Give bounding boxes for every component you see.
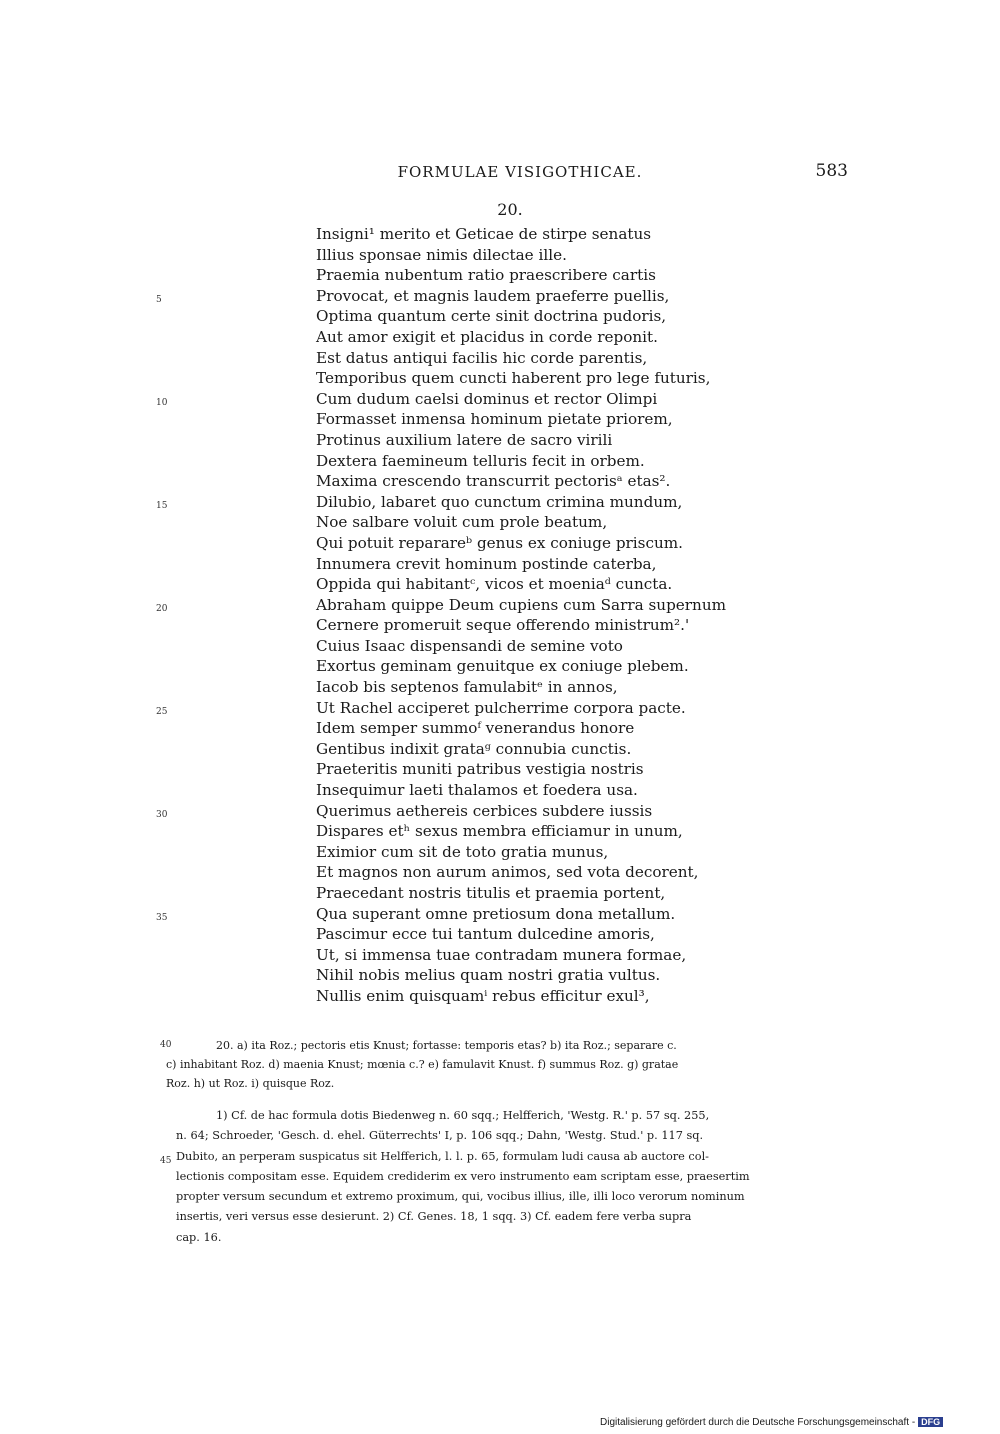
verse-text: Ut, si immensa tuae contradam munera formae, [316,945,687,964]
verse-line-number: 25 [156,706,168,717]
verse-line [316,306,736,327]
formula-number: 20. [497,200,523,219]
verse-line [156,698,736,719]
footnote-line: n. 64; Schroeder, 'Gesch. d. ehel. Güterrechts' I, p. 106 sqq.; Dahn, 'Westg. Stud.' p. 117 sq. [176,1129,704,1143]
verse-line [316,368,736,389]
verse-line [316,945,736,966]
poem-body [156,224,736,1007]
verse-line [316,739,736,760]
verse-line [316,986,736,1007]
verse-text: Nullis enim quisquamⁱ rebus efficitur exul³, [316,986,650,1005]
verse-text: Gentibus indixit grataᵍ connubia cunctis. [316,739,632,758]
verse-line [316,245,736,266]
verse-text: Oppida qui habitantᶜ, vicos et moeniaᵈ cuncta. [316,575,673,594]
verse-text: Optima quantum certe sinit doctrina pudoris, [316,307,667,326]
verse-text: Insequimur laeti thalamos et foedera usa. [316,781,638,800]
verse-line [316,883,736,904]
verse-text: Dispares etʰ sexus membra efficiamur in unum, [316,822,683,841]
footnote-line: propter versum secundum et extremo proximum, qui, vocibus illius, ille, illi loco verorum nominum [176,1190,745,1204]
verse-line [316,759,736,780]
verse-text: Exortus geminam genuitque ex coniuge plebem. [316,657,689,676]
verse-line [316,636,736,657]
verse-text: Praecedant nostris titulis et praemia portent, [316,884,666,902]
verse-line [316,348,736,369]
verse-text: Innumera crevit hominum postinde caterba, [316,554,657,573]
verse-line [316,533,736,554]
verse-text: Provocat, et magnis laudem praeferre puellis, [316,286,670,305]
verse-line [316,965,736,986]
dfg-logo: DFG [918,1417,943,1427]
verse-text: Praemia nubentum ratio praescribere cartis [316,266,656,285]
verse-line [156,801,736,822]
verse-line [316,554,736,575]
page-number: 583 [815,161,848,181]
footer-text: Digitalisierung gefördert durch die Deutsche Forschungsgemeinschaft - [600,1417,916,1428]
apparatus-line-number: 40 [160,1040,172,1050]
verse-text: Cum dudum caelsi dominus et rector Olimpi [316,389,658,408]
verse-line-number: 35 [156,912,168,923]
verse-line [316,471,736,492]
footnote-line: insertis, veri versus esse desierunt. 2) Cf. Genes. 18, 1 sqq. 3) Cf. eadem fere verba supra [176,1210,692,1224]
verse-line [156,389,736,410]
verse-line [156,492,736,513]
verse-line [316,409,736,430]
critical-apparatus [160,1036,844,1093]
verse-line [316,224,736,245]
verse-line [316,821,736,842]
digitization-footer [600,1417,998,1428]
verse-text: Querimus aethereis cerbices subdere iussis [316,801,653,820]
apparatus-line: c) inhabitant Roz. d) maenia Knust; mœnia c.? e) famulavit Knust. f) summus Roz. g) gratae [166,1058,679,1071]
verse-text: Abraham quippe Deum cupiens cum Sarra supernum [316,595,727,614]
verse-line [156,595,736,616]
verse-line [316,327,736,348]
verse-text: Iacob bis septenos famulabitᵉ in annos, [316,678,618,697]
verse-line [316,451,736,472]
verse-line [156,904,736,925]
verse-text: Qua superant omne pretiosum dona metallum. [316,904,676,923]
verse-line [316,574,736,595]
verse-text: Eximior cum sit de toto gratia munus, [316,842,609,861]
verse-text: Est datus antiqui facilis hic corde parentis, [316,348,648,367]
footnote-line: Dubito, an perperam suspicatus sit Helfferich, l. l. p. 65, formulam ludi causa ab auctore col- [176,1149,709,1163]
footnotes [160,1106,844,1248]
notes-line-number: 45 [160,1156,172,1166]
verse-text: Cuius Isaac dispensandi de semine voto [316,636,623,655]
verse-text: Pascimur ecce tui tantum dulcedine amoris, [316,925,655,944]
running-header-title: FORMULAE VISIGOTHICAE. [397,163,643,181]
verse-line-number: 15 [156,500,168,511]
verse-text: Illius sponsae nimis dilectae ille. [316,245,567,264]
verse-line [156,286,736,307]
verse-line [316,656,736,677]
apparatus-line: 20. a) ita Roz.; pectoris etis Knust; fortasse: temporis etas? b) ita Roz.; separare c. [216,1039,677,1052]
footnote-line: cap. 16. [176,1230,222,1244]
verse-line [316,924,736,945]
verse-text: Praeteritis muniti patribus vestigia nostris [316,760,644,779]
verse-line [316,780,736,801]
verse-text: Qui potuit reparareᵇ genus ex coniuge priscum. [316,533,683,552]
verse-text: Dextera faemineum telluris fecit in orbem. [316,451,645,470]
verse-text: Cernere promeruit seque offerendo ministrum².' [316,616,690,635]
verse-text: Nihil nobis melius quam nostri gratia vultus. [316,966,661,985]
verse-text: Temporibus quem cuncti haberent pro lege futuris, [316,369,711,388]
verse-line [316,842,736,863]
verse-text: Idem semper summoᶠ venerandus honore [316,719,635,738]
verse-line [316,718,736,739]
footnote-line: lectionis compositam esse. Equidem crediderim ex vero instrumento eam scriptam esse, praesertim [176,1169,750,1183]
verse-line-number: 30 [156,809,168,820]
verse-line [316,862,736,883]
verse-text: Noe salbare voluit cum prole beatum, [316,513,608,532]
verse-line [316,430,736,451]
verse-text: Ut Rachel acciperet pulcherrime corpora pacte. [316,698,686,717]
verse-line-number: 10 [156,397,168,408]
verse-text: Aut amor exigit et placidus in corde reponit. [316,327,658,346]
verse-text: Formasset inmensa hominum pietate priorem, [316,410,673,429]
verse-text: Insigni¹ merito et Geticae de stirpe senatus [316,225,652,243]
verse-line [316,512,736,533]
apparatus-line: Roz. h) ut Roz. i) quisque Roz. [166,1077,335,1090]
verse-text: Maxima crescendo transcurrit pectorisᵃ etas². [316,472,671,491]
verse-line-number: 20 [156,603,168,614]
footnote-line: 1) Cf. de hac formula dotis Biedenweg n. 60 sqq.; Helfferich, 'Westg. R.' p. 57 sq. 255, [216,1109,710,1122]
verse-line [316,615,736,636]
verse-text: Protinus auxilium latere de sacro virili [316,430,613,449]
verse-line [316,677,736,698]
verse-line-number: 5 [156,294,162,305]
verse-text: Et magnos non aurum animos, sed vota decorent, [316,863,699,882]
verse-line [316,265,736,286]
verse-text: Dilubio, labaret quo cunctum crimina mundum, [316,492,683,511]
